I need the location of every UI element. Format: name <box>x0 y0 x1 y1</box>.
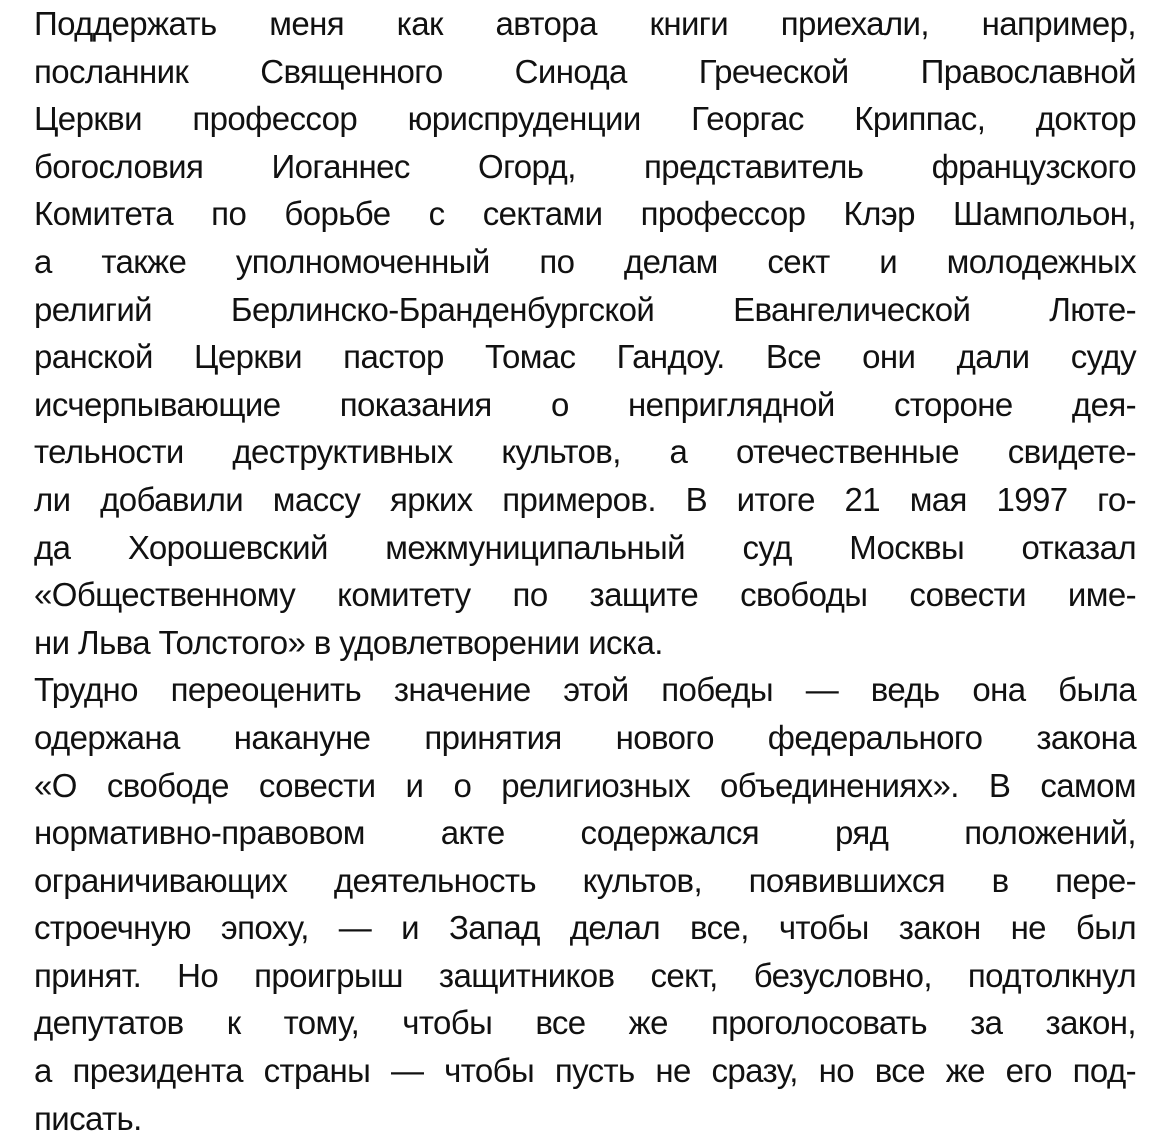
text-line: религий Берлинско-Бранденбургской Евангелической Люте- <box>34 290 1136 328</box>
paragraph-1 <box>34 0 1136 666</box>
paragraph-2 <box>34 666 1136 1142</box>
text-line: ни Льва Толстого» в удовлетворении иска. <box>34 623 663 661</box>
text-line: «Общественному комитету по защите свободы совести име- <box>34 576 1136 614</box>
text-line: писать. <box>34 1099 142 1137</box>
text-line: депутатов к тому, чтобы все же проголосовать за закон, <box>34 1004 1136 1042</box>
text-line: строечную эпоху, — и Запад делал все, чтобы закон не был <box>34 909 1136 947</box>
text-line: ли добавили массу ярких примеров. В итоге 21 мая 1997 го- <box>34 480 1136 518</box>
text-line: ранской Церкви пастор Томас Гандоу. Все они дали суду <box>34 338 1136 376</box>
text-line: богословия Иоганнес Огорд, представитель французского <box>34 147 1136 185</box>
text-line: да Хорошевский межмуниципальный суд Москвы отказал <box>34 528 1136 566</box>
text-line: Церкви профессор юриспруденции Георгас Криппас, доктор <box>34 100 1136 138</box>
text-line: а президента страны — чтобы пусть не сразу, но все же его под- <box>34 1052 1136 1090</box>
text-line: Поддержать меня как автора книги приехали, например, <box>34 5 1136 42</box>
text-line: Трудно переоценить значение этой победы — ведь она была <box>34 671 1136 709</box>
text-line: а также уполномоченный по делам сект и молодежных <box>34 242 1136 280</box>
text-line: ограничивающих деятельность культов, появившихся в пере- <box>34 861 1136 899</box>
document-page <box>34 0 1136 1142</box>
text-line: посланник Священного Синода Греческой Православной <box>34 52 1136 90</box>
text-line: «О свободе совести и о религиозных объединениях». В самом <box>34 766 1136 804</box>
text-line: принят. Но проигрыш защитников сект, безусловно, подтолкнул <box>34 956 1136 994</box>
text-line: нормативно-правовом акте содержался ряд положений, <box>34 814 1136 852</box>
text-line: исчерпывающие показания о неприглядной стороне дея- <box>34 385 1136 423</box>
text-line: Комитета по борьбе с сектами профессор Клэр Шампольон, <box>34 195 1136 233</box>
text-line: одержана накануне принятия нового федерального закона <box>34 718 1136 756</box>
text-line: тельности деструктивных культов, а отечественные свидете- <box>34 433 1136 471</box>
